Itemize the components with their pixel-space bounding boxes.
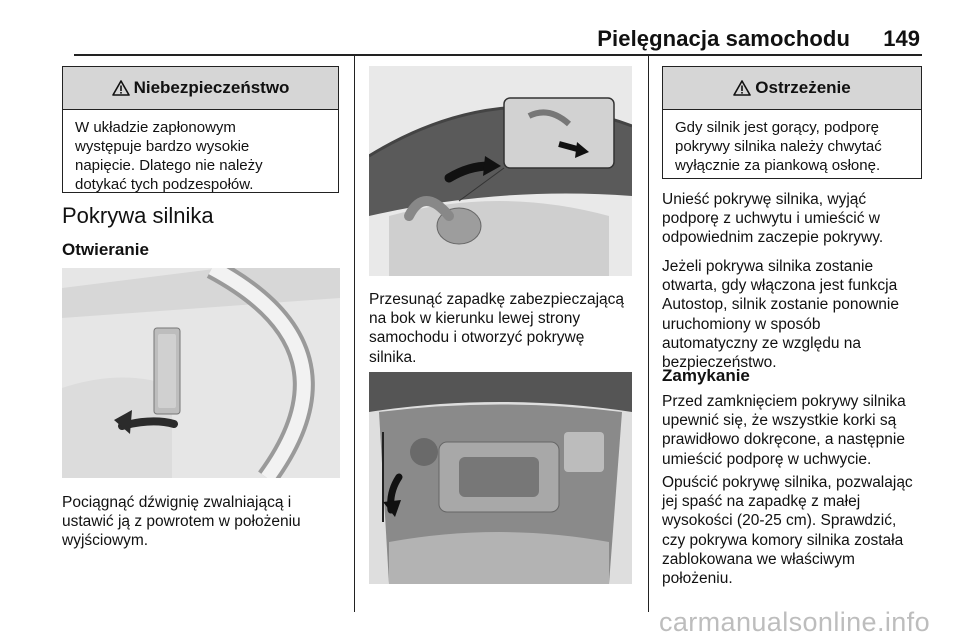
illustration-engine-compartment	[369, 372, 632, 584]
danger-box-header	[63, 67, 338, 110]
caution-box	[662, 66, 922, 179]
paragraph-prop-support: Unieść pokrywę silnika, wyjąć podporę z uchwytu i umieścić w odpowiednim zaczepie pokrywy.	[662, 191, 884, 247]
page-header	[0, 0, 960, 56]
page-number: 149	[883, 26, 920, 51]
warning-triangle-icon	[733, 80, 751, 96]
paragraph-autostop: Jeżeli pokrywa silnika zostanie otwarta, gdy włączona jest funkcja Autostop, silnik zostanie ponownie uruchomiony w sposób automatyczny ze względu na bezpieczeństwo.	[662, 258, 899, 372]
subsection-opening: Otwieranie	[62, 240, 149, 259]
header-rule	[74, 54, 922, 56]
header-title: Pielęgnacja samochodu	[597, 26, 850, 51]
warning-triangle-icon	[112, 80, 130, 96]
paragraph-lower-bonnet: Opuścić pokrywę silnika, pozwalając jej spaść na zapadkę z małej wysokości (20-25 cm). Sprawdzić, czy pokrywa komory silnika została zablokowana we właściwym położeniu.	[662, 474, 913, 588]
caution-box-header	[663, 67, 921, 110]
caution-title: Ostrzeżenie	[755, 78, 851, 97]
section-title: Pokrywa silnika	[62, 203, 214, 228]
subsection-closing: Zamykanie	[662, 366, 750, 385]
danger-box	[62, 66, 339, 193]
caption-safety-catch: Przesunąć zapadkę zabezpieczającą na bok w kierunku lewej strony samochodu i otworzyć pokrywę silnika.	[369, 291, 625, 366]
caution-text: Gdy silnik jest gorący, podporę pokrywy silnika należy chwytać wyłącznie za piankową osłonę.	[675, 119, 882, 174]
paragraph-before-closing: Przed zamknięciem pokrywy silnika upewnić się, że wszystkie korki są prawidłowo dokręcone, a następnie umieścić podporę w uchwycie.	[662, 393, 906, 468]
column-divider-2	[648, 56, 649, 612]
column-divider-1	[354, 56, 355, 612]
illustration-release-lever	[62, 268, 340, 478]
danger-text: W układzie zapłonowym występuje bardzo wysokie napięcie. Dlatego nie należy dotykać tych podzespołów.	[75, 119, 263, 193]
danger-title: Niebezpieczeństwo	[133, 78, 290, 97]
watermark: carmanualsonline.info	[658, 607, 930, 637]
caption-release-lever: Pociągnąć dźwignię zwalniającą i ustawić ją z powrotem w położeniu wyjściowym.	[62, 494, 301, 550]
illustration-safety-catch	[369, 66, 632, 276]
